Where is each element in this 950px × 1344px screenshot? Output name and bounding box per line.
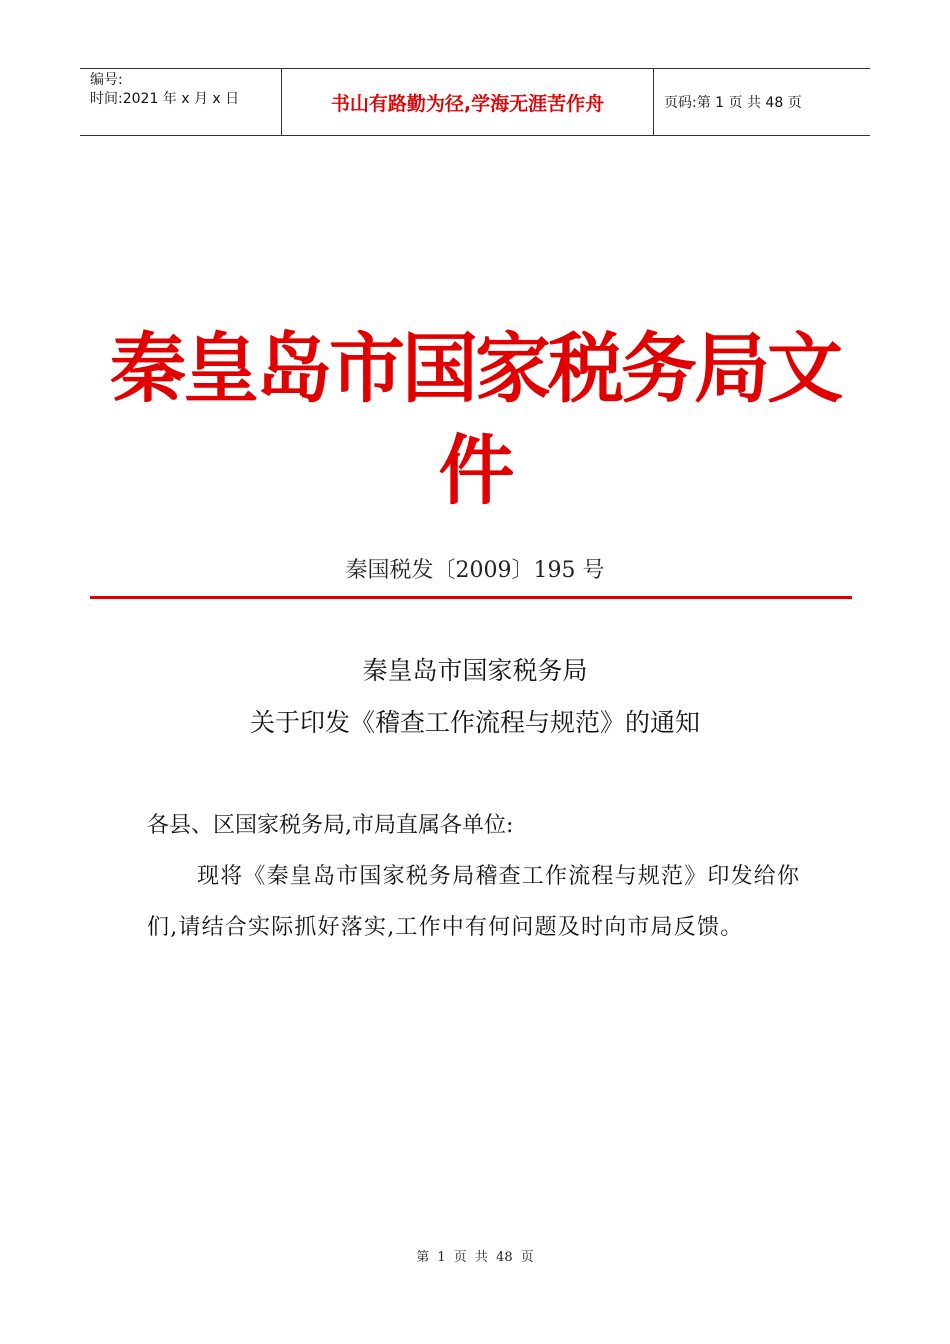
header-meta-cell bbox=[80, 69, 282, 135]
red-divider bbox=[90, 596, 852, 599]
document-number: 秦国税发〔2009〕195 号 bbox=[345, 558, 605, 583]
subtitle-notice: 关于印发《稽查工作流程与规范》的通知 bbox=[249, 708, 700, 737]
subtitle-issuer: 秦皇岛市国家税务局 bbox=[362, 656, 588, 685]
document-title: 秦皇岛市国家税务局文件 bbox=[110, 324, 840, 515]
header-page-info: 页码:第 1 页 共 48 页 bbox=[664, 95, 802, 111]
page-footer: 第 1 页 共 48 页 bbox=[416, 1250, 534, 1265]
body-text bbox=[147, 800, 807, 953]
date-label: 时间:2021 年 x 月 x 日 bbox=[90, 91, 240, 107]
salutation: 各县、区国家税务局,市局直属各单位: bbox=[147, 813, 514, 838]
header-motto: 书山有路勤为径,学海无涯苦作舟 bbox=[282, 69, 654, 135]
header-table bbox=[80, 68, 870, 136]
body-paragraph: 现将《秦皇岛市国家税务局稽查工作流程与规范》印发给你们,请结合实际抓好落实,工作中有何问题及时向市局反馈。 bbox=[147, 864, 801, 940]
number-label: 编号: bbox=[90, 72, 123, 88]
